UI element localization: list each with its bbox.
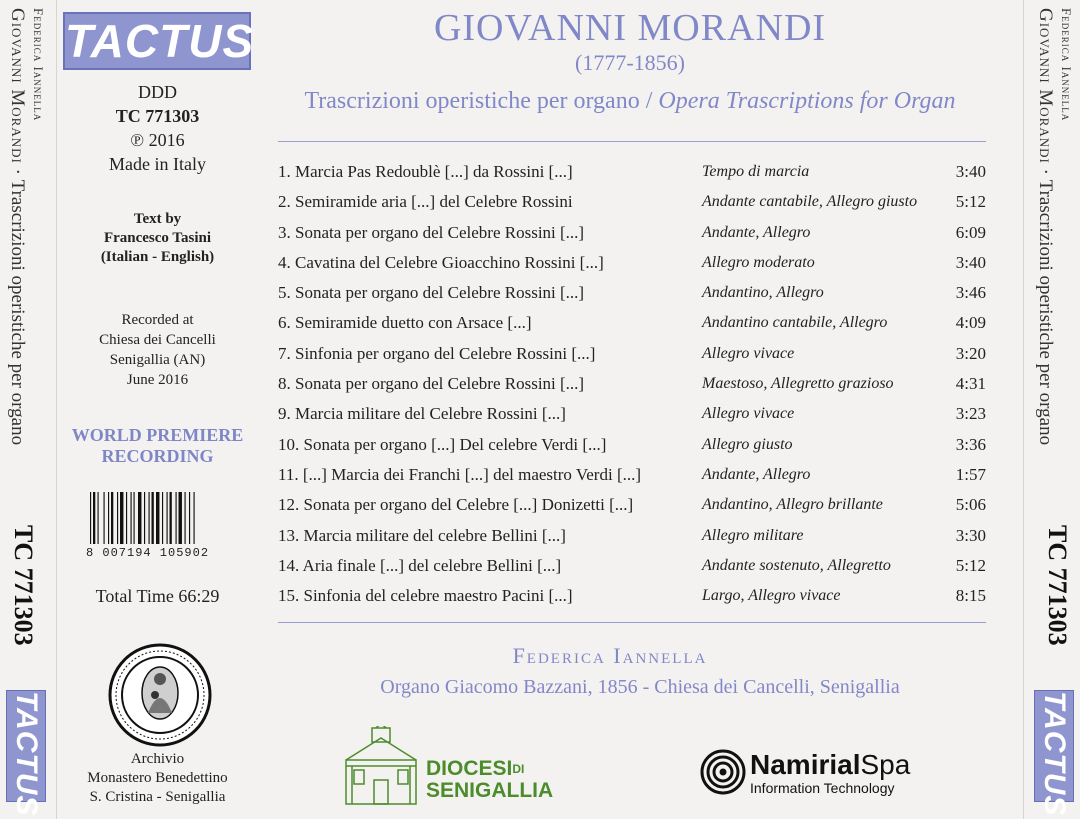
track-row bbox=[278, 369, 990, 399]
barcode-bar bbox=[189, 492, 190, 544]
performer-name: Federica Iannella bbox=[512, 643, 708, 668]
track-title: 12. Sonata per organo del Celebre [...] Donizetti [...] bbox=[278, 495, 634, 515]
barcode-bar bbox=[117, 492, 118, 544]
track-title: 9. Marcia militare del Celebre Rossini [...] bbox=[278, 404, 566, 424]
track-title: 1. Marcia Pas Redoublè [...] da Rossini [...] bbox=[278, 162, 573, 181]
track-movement: Allegro giusto bbox=[702, 435, 793, 453]
track-title: 3. Sonata per organo del Celebre Rossini [...] bbox=[278, 222, 585, 242]
top-divider bbox=[278, 141, 986, 142]
bottom-divider bbox=[278, 622, 986, 623]
track-duration: 5:06 bbox=[955, 495, 986, 515]
track-duration: 3:46 bbox=[955, 283, 986, 303]
diocesi-logo: $DIOCESI^{DI}$ SENIGALLIA bbox=[426, 757, 554, 802]
tactus-logo: TACTUS bbox=[63, 12, 251, 70]
track-movement: Andante sostenuto, Allegretto bbox=[702, 556, 891, 574]
namirial-logo: NamirialSpa Information Technology bbox=[750, 749, 911, 796]
track-row bbox=[278, 521, 990, 551]
release-info bbox=[60, 80, 255, 176]
spine-logo: TACTUS bbox=[6, 690, 46, 802]
track-title: 6. Semiramide duetto con Arsace [...] bbox=[278, 313, 532, 333]
track-duration: 6:09 bbox=[955, 222, 986, 242]
track-duration: 5:12 bbox=[955, 555, 986, 575]
album-subtitle: Trascrizioni operistiche per organo / Opera Trascriptions for Organ bbox=[304, 88, 956, 114]
right-spine: Giovanni Morandi · Trascrizioni operistiche per organo Federica Iannella TC 771303 TACTUS bbox=[1023, 0, 1080, 819]
track-row bbox=[278, 248, 990, 278]
track-row bbox=[278, 339, 990, 369]
track-title: 13. Marcia militare del celebre Bellini [...] bbox=[278, 525, 566, 545]
spine-catalog: TC 771303 bbox=[9, 525, 38, 646]
total-time: Total Time 66:29 bbox=[95, 586, 220, 606]
origin: Made in Italy bbox=[109, 154, 206, 174]
track-movement: Allegro vivace bbox=[702, 405, 795, 423]
barcode-bar bbox=[194, 492, 195, 544]
recording-info: Recorded at Chiesa dei Cancelli Senigallia (AN) June 2016 bbox=[99, 312, 216, 388]
track-row bbox=[278, 157, 990, 187]
track-title: 14. Aria finale [...] del celebre Bellini [...] bbox=[278, 555, 562, 575]
track-title: 2. Semiramide aria [...] del Celebre Rossini bbox=[278, 192, 573, 212]
composer-title: GIOVANNI MORANDI bbox=[433, 7, 827, 49]
track-title: 8. Sonata per organo del Celebre Rossini [...] bbox=[278, 374, 585, 394]
track-duration: 3:40 bbox=[955, 162, 986, 181]
track-movement: Andante cantabile, Allegro giusto bbox=[702, 193, 918, 211]
barcode-bar bbox=[162, 492, 163, 544]
track-row bbox=[278, 581, 990, 611]
barcode-bar bbox=[120, 492, 123, 544]
spine-composer: Giovanni Morandi bbox=[1035, 8, 1056, 164]
track-duration: 3:36 bbox=[955, 434, 986, 454]
track-duration: 1:57 bbox=[955, 464, 986, 484]
track-duration: 4:09 bbox=[955, 313, 986, 333]
barcode-bar bbox=[176, 492, 177, 544]
track-duration: 3:20 bbox=[955, 343, 986, 363]
barcode-bar bbox=[152, 492, 154, 544]
format: DDD bbox=[138, 82, 177, 102]
barcode-bar bbox=[126, 492, 127, 544]
barcode-bar bbox=[138, 492, 141, 544]
track-row bbox=[278, 308, 990, 338]
track-title: 15. Sinfonia del celebre maestro Pacini [...] bbox=[278, 586, 573, 606]
track-row bbox=[278, 551, 990, 581]
barcode-bar bbox=[108, 492, 109, 544]
text-by: Text by Francesco Tasini (Italian - English) bbox=[100, 211, 215, 265]
track-duration: 3:30 bbox=[955, 525, 986, 545]
track-title: 7. Sinfonia per organo del Celebre Rossini [...] bbox=[278, 343, 596, 363]
barcode bbox=[88, 492, 230, 544]
spine-performer: Federica Iannella bbox=[31, 8, 46, 122]
track-movement: Allegro militare bbox=[702, 526, 804, 544]
track-list bbox=[278, 157, 990, 611]
namirial-logo-icon bbox=[700, 749, 746, 795]
barcode-number: 8 007194 105902 bbox=[86, 546, 210, 560]
barcode-bar bbox=[179, 492, 182, 544]
organ-credit: Organo Giacomo Bazzani, 1856 - Chiesa dei Cancelli, Senigallia bbox=[380, 676, 900, 698]
track-title: 11. [...] Marcia dei Franchi [...] del maestro Verdi [...] bbox=[278, 464, 642, 484]
track-row bbox=[278, 490, 990, 520]
track-movement: Tempo di marcia bbox=[702, 163, 810, 180]
barcode-bar bbox=[104, 492, 105, 544]
catalog-number: TC 771303 bbox=[115, 106, 200, 126]
spine-performer: Federica Iannella bbox=[1059, 8, 1074, 122]
copyright: ℗ 2016 bbox=[130, 130, 185, 150]
barcode-bar bbox=[131, 492, 132, 544]
track-duration: 8:15 bbox=[955, 586, 986, 606]
track-row bbox=[278, 218, 990, 248]
track-row bbox=[278, 399, 990, 429]
left-spine: Giovanni Morandi · Trascrizioni operistiche per organo Federica Iannella TC 771303 TACTUS bbox=[0, 0, 57, 819]
track-movement: Andante, Allegro bbox=[702, 465, 811, 483]
barcode-bar bbox=[170, 492, 172, 544]
track-duration: 4:31 bbox=[955, 374, 986, 394]
track-title: 5. Sonata per organo del Celebre Rossini [...] bbox=[278, 283, 585, 303]
spine-title: Trascrizioni operistiche per organo bbox=[7, 179, 28, 446]
track-movement: Andantino cantabile, Allegro bbox=[702, 314, 888, 332]
track-title: 10. Sonata per organo [...] Del celebre Verdi [...] bbox=[278, 434, 607, 454]
barcode-bar bbox=[134, 492, 135, 544]
track-duration: 3:23 bbox=[955, 404, 986, 424]
track-duration: 3:40 bbox=[955, 252, 986, 272]
barcode-bar bbox=[144, 492, 145, 544]
track-movement: Largo, Allegro vivace bbox=[702, 587, 841, 605]
track-movement: Allegro moderato bbox=[702, 253, 815, 271]
monastery-seal-icon bbox=[108, 643, 212, 747]
composer-years: (1777-1856) bbox=[575, 50, 685, 75]
track-row bbox=[278, 278, 990, 308]
track-movement: Allegro vivace bbox=[702, 344, 795, 362]
track-movement: Andante, Allegro bbox=[702, 223, 811, 241]
barcode-bar bbox=[167, 492, 168, 544]
spine-catalog: TC 771303 bbox=[1043, 525, 1072, 646]
track-movement: Andantino, Allegro bbox=[702, 284, 824, 302]
spine-logo: TACTUS bbox=[1034, 690, 1074, 802]
track-row bbox=[278, 187, 990, 217]
barcode-bar bbox=[156, 492, 159, 544]
barcode-bar bbox=[111, 492, 113, 544]
track-row bbox=[278, 460, 990, 490]
barcode-bar bbox=[98, 492, 99, 544]
spine-composer: Giovanni Morandi bbox=[7, 8, 28, 164]
diocesi-church-icon bbox=[340, 726, 422, 806]
barcode-bar bbox=[185, 492, 186, 544]
track-duration: 5:12 bbox=[955, 192, 986, 212]
barcode-bar bbox=[93, 492, 95, 544]
archive-credit: Archivio Monastero Benedettino S. Cristina - Senigallia bbox=[87, 751, 228, 805]
track-movement: Maestoso, Allegretto grazioso bbox=[702, 375, 894, 393]
track-movement: Andantino, Allegro brillante bbox=[702, 496, 883, 514]
track-row bbox=[278, 430, 990, 460]
barcode-bar bbox=[149, 492, 150, 544]
track-title: 4. Cavatina del Celebre Gioacchino Rossini [...] bbox=[278, 252, 604, 272]
barcode-bar bbox=[90, 492, 91, 544]
spine-title: Trascrizioni operistiche per organo bbox=[1035, 179, 1056, 446]
world-premiere: WORLD PREMIERE RECORDING bbox=[71, 425, 244, 466]
